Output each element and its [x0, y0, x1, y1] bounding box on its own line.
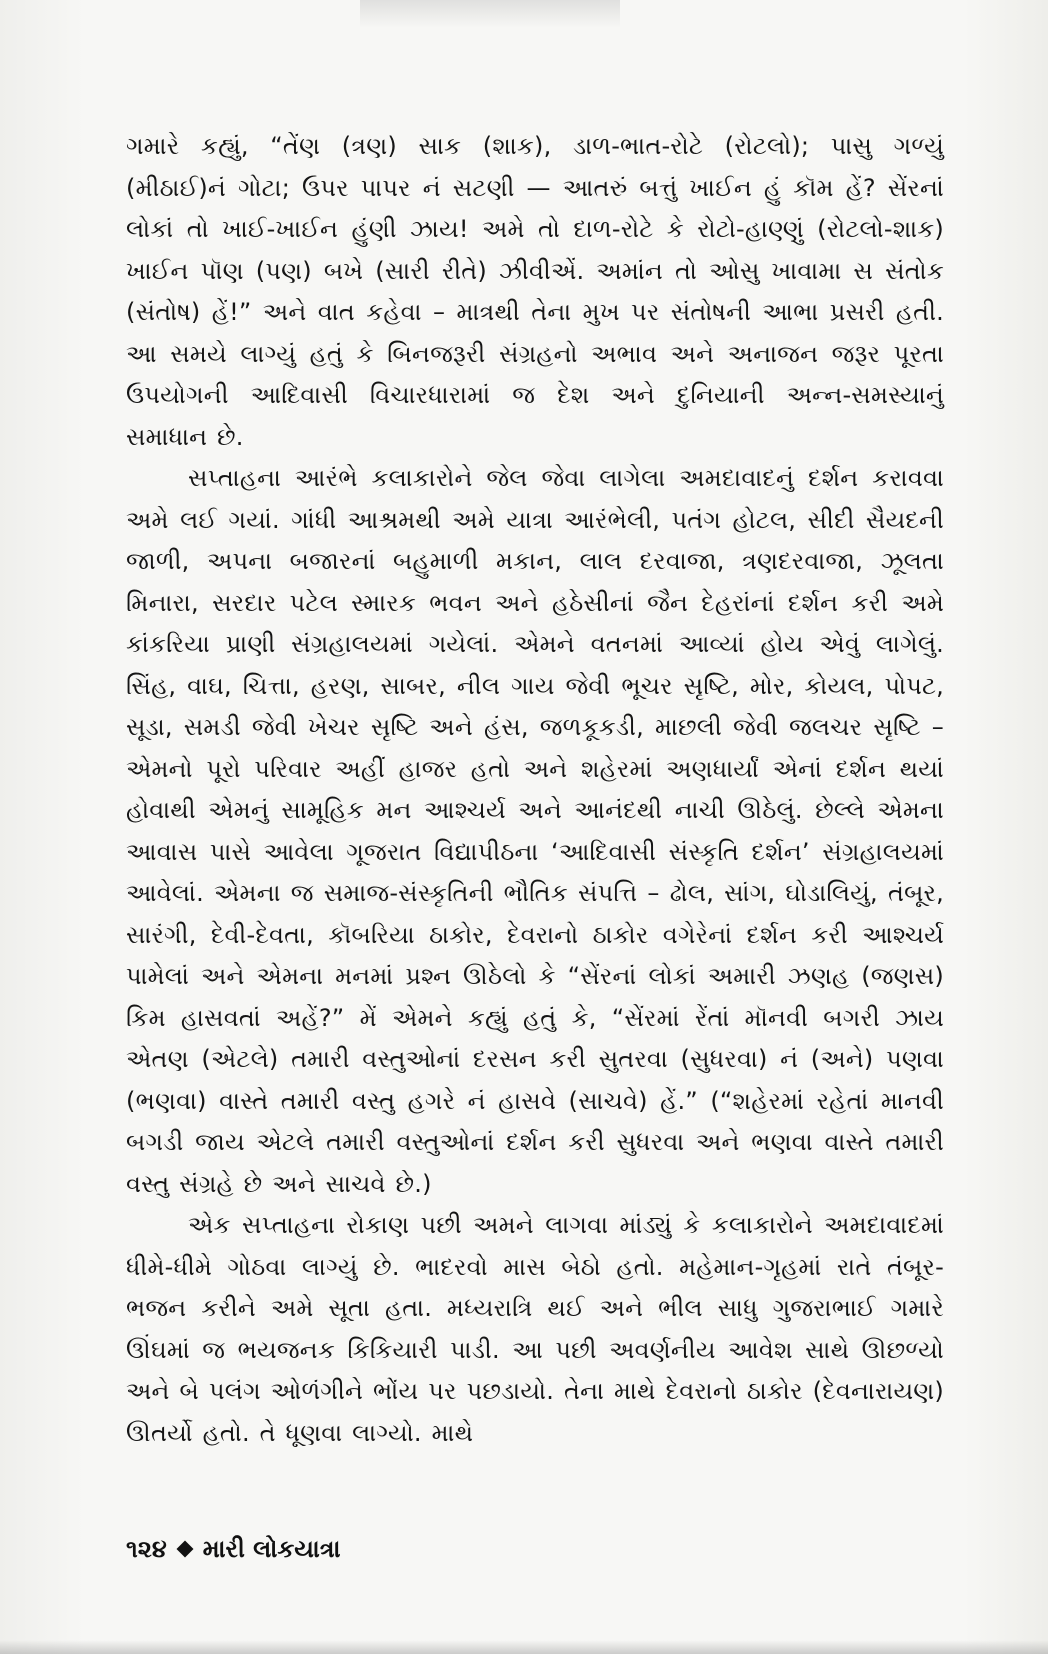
- page-number: ૧૨૪: [126, 1535, 167, 1563]
- paragraph: સપ્તાહના આરંભે કલાકારોને જેલ જેવા લાગેલા અમદાવાદનું દર્શન કરાવવા અમે લઈ ગયાં. ગાંધી આશ્રમથી અમે યાત્રા આરંભેલી, પતંગ હોટલ, સીદી સૈયદની જાળી, અપના બજારનાં બહુમાળી મકાન, લાલ દરવાજા, ત્રણદરવાજા, ઝૂલતા મિનારા, સરદાર પટેલ સ્મારક ભવન અને હઠેસીનાં જૈન દેહરાંનાં દર્શન કરી અમે કાંકરિયા પ્રાણી સંગ્રહાલયમાં ગયેલાં. એમને વતનમાં આવ્યાં હોય એવું લાગેલું. સિંહ, વાઘ, ચિત્તા, હરણ, સાબર, નીલ ગાય જેવી ભૂચર સૃષ્ટિ, મોર, કોયલ, પોપટ, સૂડા, સમડી જેવી ખેચર સૃષ્ટિ અને હંસ, જળકૂકડી, માછલી જેવી જલચર સૃષ્ટિ – એમનો પૂરો પરિવાર અહીં હાજર હતો અને શહેરમાં અણધાર્યાં એનાં દર્શન થયાં હોવાથી એમનું સામૂહિક મન આશ્ચર્ય અને આનંદથી નાચી ઊઠેલું. છેલ્લે એમના આવાસ પાસે આવેલા ગૂજરાત વિદ્યાપીઠના ‘આદિવાસી સંસ્કૃતિ દર્શન’ સંગ્રહાલયમાં આવેલાં. એમના જ સમાજ-સંસ્કૃતિની ભૌતિક સંપત્તિ – ઢોલ, સાંગ, ઘોડાલિયું, તંબૂર, સારંગી, દેવી-દેવતા, કૉબરિયા ઠાકોર, દેવરાનો ઠાકોર વગેરેનાં દર્શન કરી આશ્ચર્ય પામેલાં અને એમના મનમાં પ્રશ્ન ઊઠેલો કે “સેંરનાં લોકાં અમારી ઝણહ (જણસ) કિમ હાસવતાં અહેં?” મેં એમને કહ્યું હતું કે, “સેંરમાં રેંતાં મૉનવી બગરી ઝાય એતણ (એટલે) તમારી વસ્તુઓનાં દરસન કરી સુતરવા (સુધરવા) નં (અને) પણવા (ભણવા) વાસ્તે તમારી વસ્તુ હગરે નં હાસવે (સાચવે) હેં.” (“શહેરમાં રહેતાં માનવી બગડી જાય એટલે તમારી વસ્તુઓનાં દર્શન કરી સુધરવા અને ભણવા વાસ્તે તમારી વસ્તુ સંગ્રહે છે અને સાચવે છે.): [126, 464, 944, 1198]
- scan-shadow: [360, 0, 620, 28]
- paragraph: એક સપ્તાહના રોકાણ પછી અમને લાગવા માંડ્યું કે કલાકારોને અમદાવાદમાં ધીમે-ધીમે ગોઠવા લાગ્યું છે. ભાદરવો માસ બેઠો હતો. મહેમાન-ગૃહમાં રાતે તંબૂર-ભજન કરીને અમે સૂતા હતા. મધ્યરાત્રિ થઈ અને ભીલ સાધુ ગુજરાભાઈ ગમારે ઊંઘમાં જ ભયજનક કિકિયારી પાડી. આ પછી અવર્ણનીય આવેશ સાથે ઊછળ્યો અને બે પલંગ ઓળંગીને ભોંય પર પછડાયો. તેના માથે દેવરાનો ઠાકોર (દેવનારાયણ) ઊતર્યો હતો. તે ધૂણવા લાગ્યો. માથે: [126, 1211, 944, 1447]
- page-edge-shadow: [0, 1640, 1048, 1654]
- book-title: મારી લોકયાત્રા: [202, 1535, 341, 1563]
- diamond-icon: [176, 1541, 193, 1558]
- paragraph: ગમારે કહ્યું, “તેંણ (ત્રણ) સાક (શાક), ડાળ-ભાત-રોટે (રોટલો); પાસુ ગળ્યું (મીઠાઈ)નં ગોટા; ઉપર પાપર નં સટણી — આતરું બત્તું ખાઈન હું કૉમ હેં? સેંરનાં લોકાં તો ખાઈ-ખાઈન હુંણી ઝાય! અમે તો દાળ-રોટે કે રોટો-હાણ્ણું (રોટલો-શાક) ખાઈન પૉણ (પણ) બખે (સારી રીતે) ઝીવીએં. અમાંન તો ઓસુ ખાવામા સ સંતોક (સંતોષ) હેં!” અને વાત કહેવા – માત્રથી તેના મુખ પર સંતોષની આભા પ્રસરી હતી. આ સમયે લાગ્યું હતું કે બિનજરૂરી સંગ્રહનો અભાવ અને અનાજન જરૂર પૂરતા ઉપયોગની આદિવાસી વિચારધારામાં જ દેશ અને દુનિયાની અન્ન-સમસ્યાનું સમાધાન છે.: [126, 132, 944, 451]
- body-text: [126, 126, 944, 1454]
- page-footer: [126, 1534, 340, 1564]
